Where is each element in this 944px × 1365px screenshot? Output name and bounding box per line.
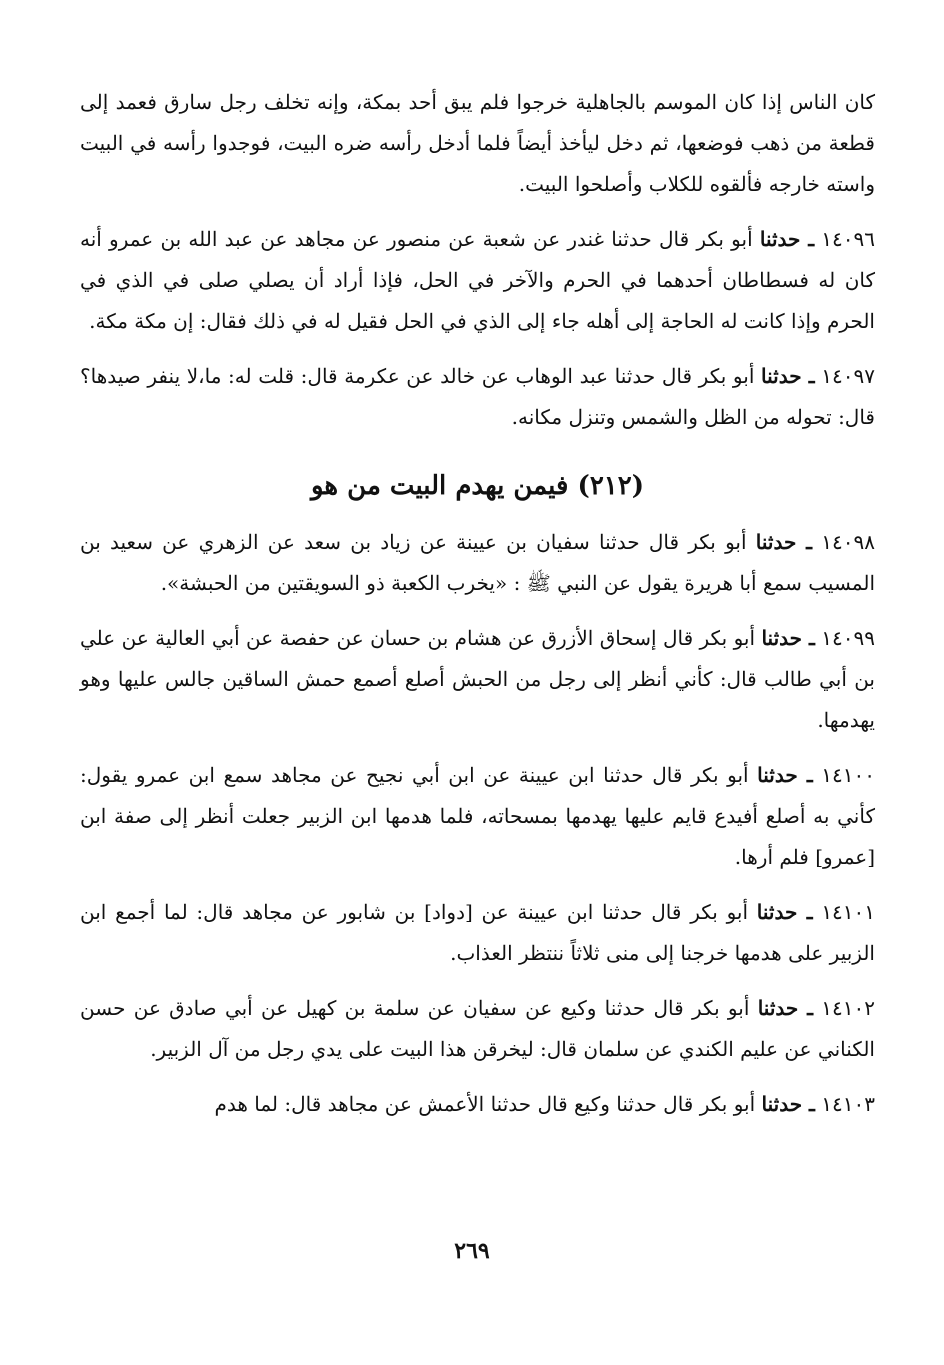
hadith-lead: ـ حدثنا xyxy=(761,364,815,388)
paragraph-continuation xyxy=(80,82,875,205)
hadith-lead: ـ حدثنا xyxy=(757,763,813,787)
hadith-lead: ـ حدثنا xyxy=(761,1092,815,1116)
hadith-14103 xyxy=(80,1084,875,1125)
hadith-14101 xyxy=(80,892,875,974)
hadith-text: أبو بكر قال حدثنا ابن عيينة عن [دواد] بن شابور عن مجاهد قال: لما أجمع ابن الزبير على هدمها خرجنا إلى منى ثلاثاً ننتظر العذاب. xyxy=(80,900,875,965)
hadith-14096 xyxy=(80,219,875,342)
hadith-text: أبو بكر قال حدثنا وكيع قال حدثنا الأعمش عن مجاهد قال: لما هدم xyxy=(214,1092,756,1116)
hadith-lead: ـ حدثنا xyxy=(759,227,815,251)
hadith-number: ١٤٠٩٨ xyxy=(821,530,875,554)
page-number: ٢٦٩ xyxy=(454,1238,490,1264)
hadith-14102 xyxy=(80,988,875,1070)
hadith-14098 xyxy=(80,522,875,604)
hadith-lead: ـ حدثنا xyxy=(755,530,813,554)
page-body xyxy=(80,82,875,1139)
hadith-text: أبو بكر قال حدثنا وكيع عن سفيان عن سلمة بن كهيل عن أبي صادق عن حسن الكناني عن عليم الكندي عن سلمان قال: ليخرقن هذا البيت على يدي رجل من آل الزبير. xyxy=(80,996,875,1061)
hadith-14099 xyxy=(80,618,875,741)
hadith-text: أبو بكر قال حدثنا عبد الوهاب عن خالد عن عكرمة قال: قلت له: ما،لا ينفر صيدها؟ قال: تحوله من الظل والشمس وتنزل مكانه. xyxy=(80,364,875,429)
hadith-lead: ـ حدثنا xyxy=(757,996,813,1020)
hadith-number: ١٤٠٩٩ xyxy=(821,626,875,650)
hadith-number: ١٤١٠٢ xyxy=(821,996,876,1020)
hadith-number: ١٤١٠٣ xyxy=(821,1092,875,1116)
hadith-text: أبو بكر قال حدثنا ابن عيينة عن ابن أبي نجيح عن مجاهد سمع ابن عمرو يقول: كأني به أصلع أفيدع قايم عليها يهدمها بمسحاته، فلما هدمها ابن الزبير جعلت أنظر إلى صفة ابن [عمرو] فلم أرها. xyxy=(80,763,875,869)
hadith-text: أبو بكر قال حدثنا سفيان بن عيينة عن زياد بن سعد عن الزهري عن سعيد بن المسيب سمع أبا هريرة يقول عن النبي ﷺ : «يخرب الكعبة ذو السويقتين من الحبشة». xyxy=(80,530,875,595)
hadith-14097 xyxy=(80,356,875,438)
hadith-number: ١٤١٠٠ xyxy=(821,763,876,787)
hadith-text: أبو بكر قال إسحاق الأزرق عن هشام بن حسان عن حفصة عن أبي العالية عن علي بن أبي طالب قال: كأني أنظر إلى رجل من الحبش أصلع أصمع حمش الساقين جالس عليها وهو يهدمها. xyxy=(80,626,875,732)
hadith-number: ١٤٠٩٧ xyxy=(821,364,875,388)
hadith-number: ١٤١٠١ xyxy=(821,900,876,924)
hadith-lead: ـ حدثنا xyxy=(761,626,815,650)
hadith-text: أبو بكر قال حدثنا غندر عن شعبة عن منصور عن مجاهد عن عبد الله بن عمرو أنه كان له فسطاطان أحدهما في الحرم والآخر في الحل، فإذا أراد أن يصلي صلى في الذي في الحرم وإذا كانت له الحاجة إلى أهله جاء إلى الذي في الحل فقيل له في ذلك فقال: إن مكة مكة. xyxy=(80,227,875,333)
hadith-lead: ـ حدثنا xyxy=(756,900,813,924)
paragraph-text: كان الناس إذا كان الموسم بالجاهلية خرجوا فلم يبق أحد بمكة، وإنه تخلف رجل سارق فعمد إلى قطعة من ذهب فوضعها، ثم دخل ليأخذ أيضاً فلما أدخل رأسه ضره البيت، فوجدوا رأسه في البيت واسته خارجه فألقوه للكلاب وأصلحوا البيت. xyxy=(80,90,875,196)
hadith-number: ١٤٠٩٦ xyxy=(821,227,875,251)
hadith-14100 xyxy=(80,755,875,878)
chapter-heading: (٢١٢) فيمن يهدم البيت من هو xyxy=(310,471,645,501)
